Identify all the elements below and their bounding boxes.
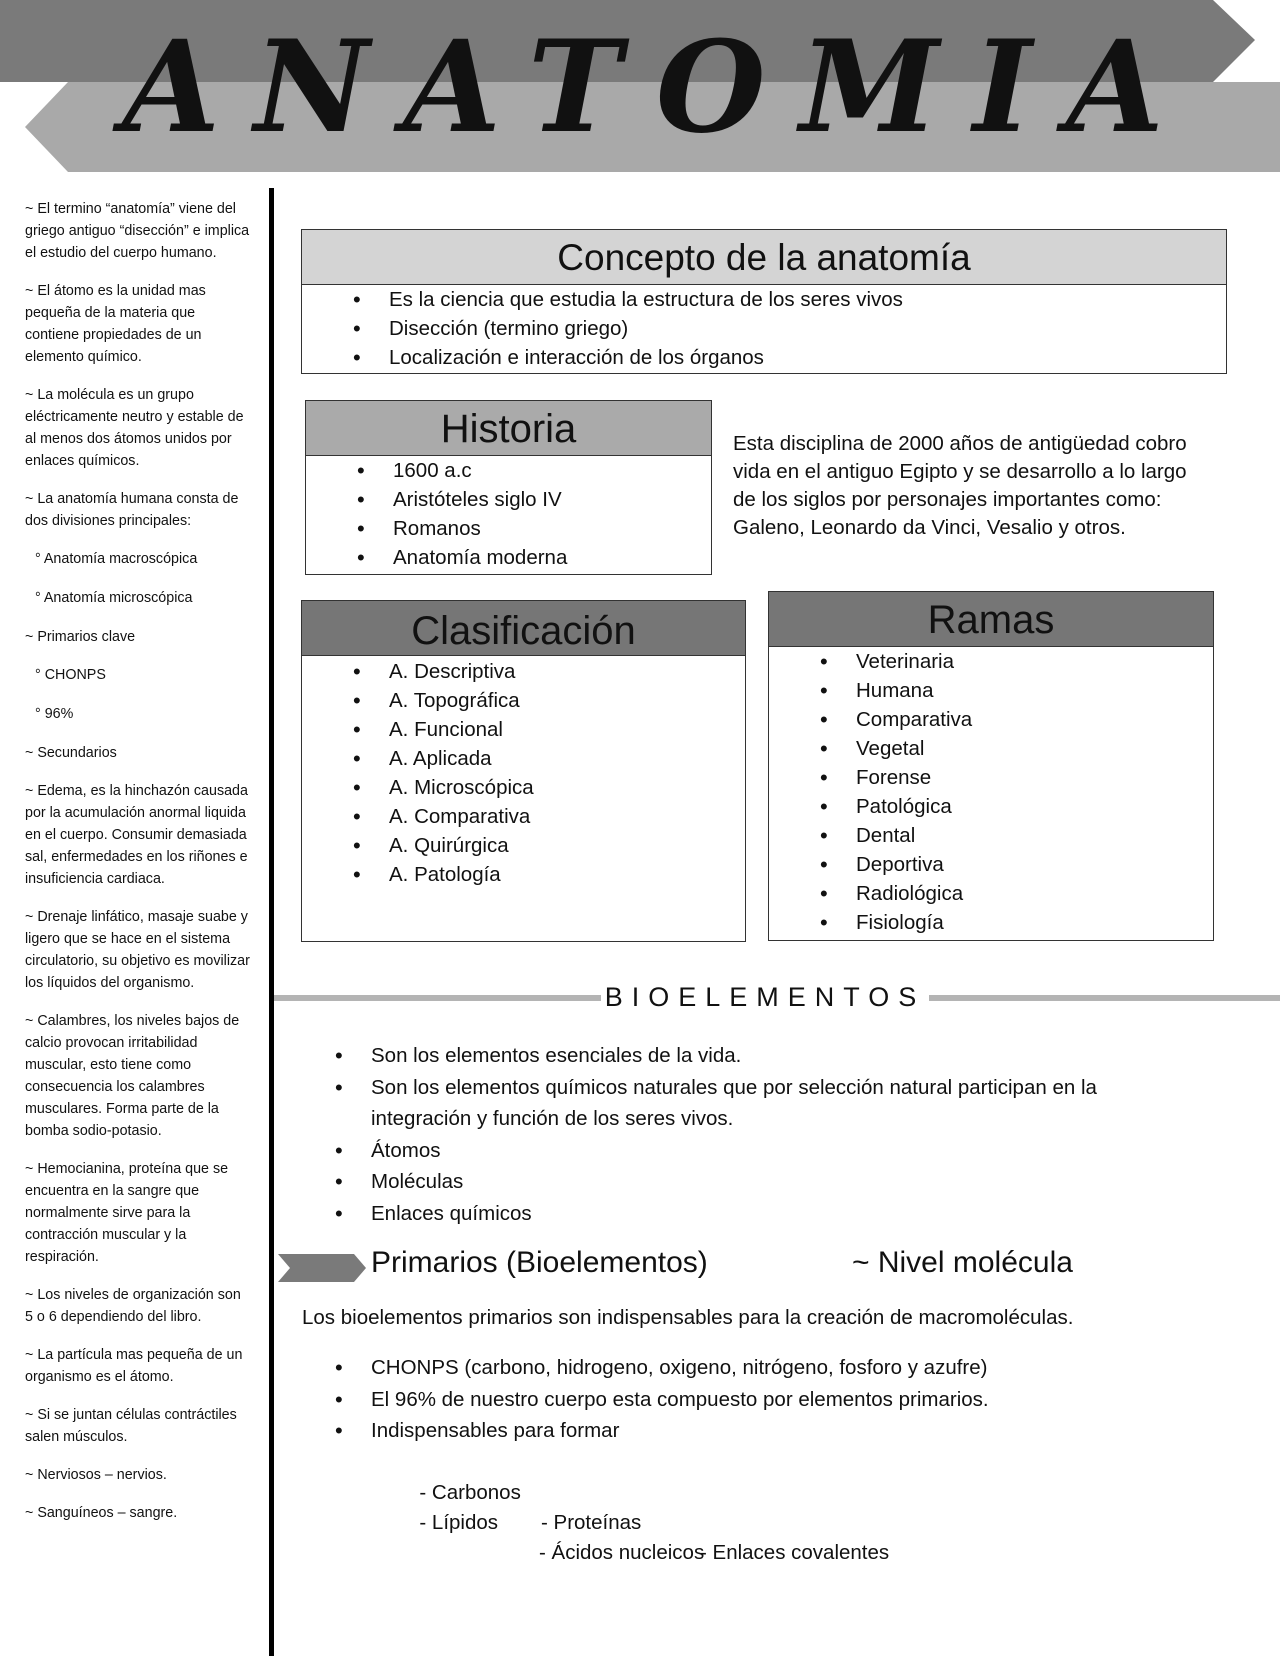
historia-title: Historia [306,401,711,456]
note: ~ La anatomía humana consta de dos divisiones principales: [25,491,239,529]
list-item: • Son los elementos químicos naturales que por selección natural participan en la integración y función de los seres vivos. [371,1072,1111,1135]
primarios-description: Los bioelementos primarios son indispensables para la creación de macromoléculas. [302,1306,1074,1329]
list-item: • El 96% de nuestro cuerpo esta compuesto por elementos primarios. [371,1384,1171,1416]
note: ~ Drenaje linfático, masaje suabe y ligero que se hace en el sistema circulatorio, su objetivo es movilizar los líquidos del organismo. [25,909,250,991]
list-item: • Son los elementos esenciales de la vida. [371,1040,1111,1072]
nivel-molecula: ~ Nivel molécula [852,1246,1073,1279]
bioelementos-list [371,1040,1111,1229]
bioelementos-title-text: BIOELEMENTOS [601,982,930,1012]
list-item: • Veterinaria [856,647,1213,676]
list-item: • CHONPS (carbono, hidrogeno, oxigeno, nitrógeno, fosforo y azufre) [371,1352,1171,1384]
note: ~ Si se juntan células contráctiles salen músculos. [25,1407,237,1445]
form-item: - Enlaces covalentes [700,1541,890,1564]
list-item: • Moléculas [371,1166,1111,1198]
list-item: • Localización e interacción de los órganos [389,343,1226,372]
note: ~ Los niveles de organización son 5 o 6 dependiendo del libro. [25,1287,241,1325]
list-item: • Vegetal [856,734,1213,763]
primarios-list [371,1352,1171,1447]
list-item: • Enlaces químicos [371,1198,1111,1230]
historia-list [306,456,711,572]
note-sub: ° CHONPS [35,667,106,683]
form-item: - Lípidos [419,1511,499,1534]
list-item: • Aristóteles siglo IV [393,485,711,514]
list-item: • Deportiva [856,850,1213,879]
list-item: • A. Microscópica [389,773,745,802]
clasificacion-box [301,600,746,942]
note: ~ Calambres, los niveles bajos de calcio provocan irritabilidad muscular, esto tiene como consecuencia los calambres musculares. Forma parte de la bomba sodio-potasio. [25,1013,240,1139]
note: ~ Sanguíneos – sangre. [25,1505,178,1521]
ramas-title: Ramas [769,592,1213,647]
clasificacion-title: Clasificación [302,601,745,656]
list-item: • Fisiología [856,908,1213,937]
list-item: • Es la ciencia que estudia la estructura de los seres vivos [389,285,1226,314]
concepto-title: Concepto de la anatomía [302,230,1226,285]
list-item: • A. Quirúrgica [389,831,745,860]
sidebar-divider [269,188,274,1656]
list-item: • Indispensables para formar [371,1415,1171,1447]
list-item: • Disección (termino griego) [389,314,1226,343]
note: ~ Primarios clave [25,629,136,645]
list-item: • A. Topográfica [389,686,745,715]
list-item: • Anatomía moderna [393,543,711,572]
list-item: • Dental [856,821,1213,850]
header-banner [0,0,1280,175]
historia-box [305,400,712,575]
form-item: - Proteínas [541,1511,642,1534]
list-item: • Átomos [371,1135,1111,1167]
list-item: • Romanos [393,514,711,543]
ramas-box [768,591,1214,941]
list-item: • Comparativa [856,705,1213,734]
list-item: • A. Aplicada [389,744,745,773]
list-item: • 1600 a.c [393,456,711,485]
concepto-list [302,285,1226,372]
list-item: • A. Patología [389,860,745,889]
note: ~ El átomo es la unidad mas pequeña de la materia que contiene propiedades de un elemento químico. [25,283,206,365]
arrow-icon [278,1254,368,1282]
list-item: • A. Funcional [389,715,745,744]
form-item: - Carbonos [419,1481,521,1504]
list-item: • Radiológica [856,879,1213,908]
bioelementos-title [560,982,970,1013]
clasificacion-list [302,656,745,889]
page-title: ANATOMIA [122,13,1198,161]
list-item: • A. Descriptiva [389,657,745,686]
note: ~ Nerviosos – nervios. [25,1467,167,1483]
form-item: - Ácidos nucleicos [539,1541,705,1564]
note-sub: ° Anatomía microscópica [35,590,193,606]
list-item: • Patológica [856,792,1213,821]
note: ~ La partícula mas pequeña de un organismo es el átomo. [25,1347,243,1385]
note: ~ Hemocianina, proteína que se encuentra en la sangre que normalmente sirve para la contracción muscular y la respiración. [25,1161,229,1265]
list-item: • A. Comparativa [389,802,745,831]
concepto-box [301,229,1227,374]
primarios-heading: Primarios (Bioelementos) [371,1246,708,1279]
ramas-list [769,647,1213,937]
note-sub: ° Anatomía macroscópica [35,551,198,567]
sidebar-notes [25,198,250,1540]
note: ~ La molécula es un grupo eléctricamente neutro y estable de al menos dos átomos unidos por enlaces químicos. [25,387,244,469]
note: ~ El termino “anatomía” viene del griego antiguo “disección” e implica el estudio del cuerpo humano. [25,201,250,261]
note-sub: ° 96% [35,706,74,722]
note: ~ Edema, es la hinchazón causada por la acumulación anormal liquida en el cuerpo. Consumir demasiada sal, enfermedades en los riñones e insuficiencia cardiaca. [25,783,248,887]
historia-paragraph: Esta disciplina de 2000 años de antigüedad cobro vida en el antiguo Egipto y se desarrollo a lo largo de los siglos por personajes importantes como: Galeno, Leonardo da Vinci, Vesalio y otros. [733,432,1187,539]
note: ~ Secundarios [25,745,117,761]
list-item: • Forense [856,763,1213,792]
list-item: • Humana [856,676,1213,705]
